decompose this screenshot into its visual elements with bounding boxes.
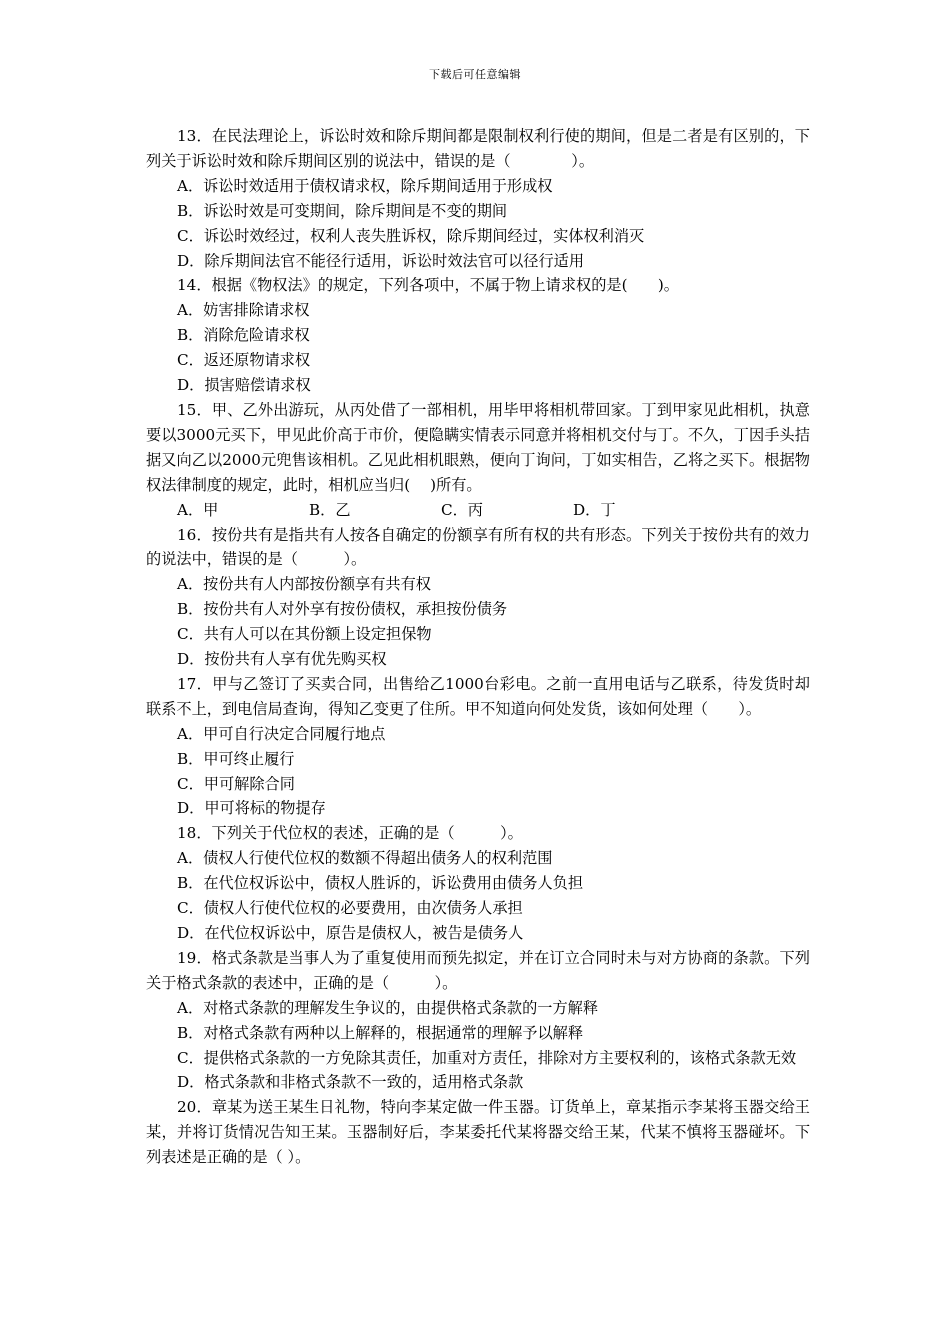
question-18-option-c: C．债权人行使代位权的必要费用，由次债务人承担 (177, 899, 523, 918)
question-17-stem: 17．甲与乙签订了买卖合同，出售给乙1000台彩电。之前一直用电话与乙联系，待发货时却联系不上，到电信局查询，得知乙变更了住所。甲不知道向何处发货，该如何处理（ ）。 (146, 674, 810, 718)
question-15-options (146, 498, 810, 523)
question-16-option-c: C．共有人可以在其份额上设定担保物 (177, 625, 432, 644)
question-19-option-d: D．格式条款和非格式条款不一致的，适用格式条款 (177, 1073, 524, 1092)
question-16-option-b: B．按份共有人对外享有按份债权，承担按份债务 (177, 600, 508, 619)
question-17-option-a: A．甲可自行决定合同履行地点 (177, 724, 386, 743)
question-18-option-a: A．债权人行使代位权的数额不得超出债务人的权利范围 (177, 849, 553, 868)
question-19-stem: 19．格式条款是当事人为了重复使用而预先拟定，并在订立合同时未与对方协商的条款。下列关于格式条款的表述中，正确的是（ ）。 (146, 948, 810, 992)
question-19-option-c: C．提供格式条款的一方免除其责任，加重对方责任，排除对方主要权利的，该格式条款无效 (177, 1048, 797, 1067)
question-13-option-a: A．诉讼时效适用于债权请求权，除斥期间适用于形成权 (177, 176, 553, 195)
document-body (146, 124, 810, 1170)
question-16-stem: 16．按份共有是指共有人按各自确定的份额享有所有权的共有形态。下列关于按份共有的效力的说法中，错误的是（ ）。 (146, 525, 810, 569)
question-15-option-c: C．丙 (441, 500, 483, 519)
question-13-stem: 13．在民法理论上，诉讼时效和除斥期间都是限制权利行使的期间，但是二者是有区别的，下列关于诉讼时效和除斥期间区别的说法中，错误的是（ ）。 (146, 127, 810, 170)
question-14-stem: 14．根据《物权法》的规定，下列各项中，不属于物上请求权的是( )。 (177, 276, 679, 295)
question-18-option-b: B．在代位权诉讼中，债权人胜诉的，诉讼费用由债务人负担 (177, 874, 584, 893)
question-16-option-a: A．按份共有人内部按份额享有共有权 (177, 575, 431, 594)
question-13-option-d: D．除斥期间法官不能径行适用，诉讼时效法官可以径行适用 (177, 251, 585, 270)
question-14-option-c: C．返还原物请求权 (177, 351, 311, 370)
question-13-option-b: B．诉讼时效是可变期间，除斥期间是不变的期间 (177, 201, 508, 220)
question-15-option-a: A．甲 (177, 500, 219, 519)
question-19-option-a: A．对格式条款的理解发生争议的，由提供格式条款的一方解释 (177, 998, 599, 1017)
question-13-option-c: C．诉讼时效经过，权利人丧失胜诉权，除斥期间经过，实体权利消灭 (177, 226, 645, 245)
question-18-option-d: D．在代位权诉讼中，原告是债权人，被告是债务人 (177, 924, 524, 942)
question-20-stem: 20．章某为送王某生日礼物，特向李某定做一件玉器。订货单上，章某指示李某将玉器交给王某，并将订货情况告知王某。玉器制好后，李某委托代某将器交给王某，代某不慎将玉器碰坏。下列表述是正确的是（ ）。 (146, 1098, 810, 1167)
question-16-option-d: D．按份共有人享有优先购买权 (177, 650, 387, 669)
question-17-option-d: D．甲可将标的物提存 (177, 799, 326, 818)
question-15-stem: 15．甲、乙外出游玩，从丙处借了一部相机，用毕甲将相机带回家。丁到甲家见此相机，执意要以3000元买下，甲见此价高于市价，便隐瞒实情表示同意并将相机交付与丁。不久，丁因手头拮据又向乙以2000元兜售该相机。乙见此相机眼熟，便向丁询问，丁如实相告，乙将之买下。根据物权法律制度的规定，此时，相机应当归( )所有。 (146, 400, 810, 494)
question-14-option-b: B．消除危险请求权 (177, 326, 310, 345)
question-15-option-b: B．乙 (309, 500, 351, 519)
question-19-option-b: B．对格式条款有两种以上解释的，根据通常的理解予以解释 (177, 1023, 584, 1042)
question-14-option-d: D．损害赔偿请求权 (177, 376, 311, 395)
question-17-option-c: C．甲可解除合同 (177, 774, 295, 793)
question-18-stem: 18．下列关于代位权的表述，正确的是（ ）。 (177, 824, 523, 843)
question-17-option-b: B．甲可终止履行 (177, 749, 295, 768)
question-15-option-d: D．丁 (573, 500, 616, 519)
question-14-option-a: A．妨害排除请求权 (177, 301, 310, 320)
page-header: 下载后可任意编辑 (429, 68, 521, 81)
